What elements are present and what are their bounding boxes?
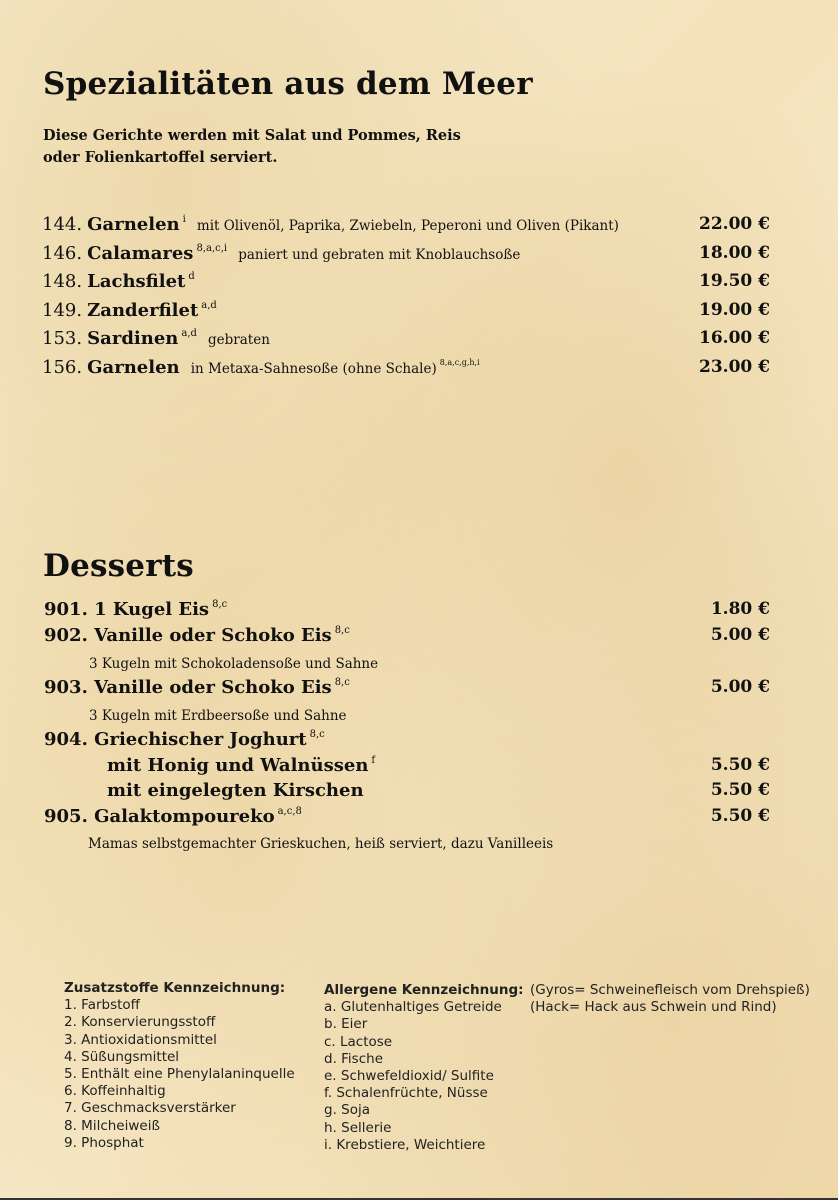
dessert-description: Mamas selbstgemachter Grieskuchen, heiß serviert, dazu Vanilleeis (88, 836, 554, 852)
menu-item-153 (42, 328, 770, 356)
seafood-intro (43, 125, 461, 169)
allergen-item: c. Lactose (324, 1033, 393, 1050)
menu-item-149 (42, 300, 770, 328)
additive-item: 3. Antioxidationsmittel (64, 1031, 217, 1048)
item-name: Zanderfilet (87, 300, 199, 321)
additives-title: Zusatzstoffe Kennzeichnung: (64, 980, 286, 996)
desserts-title: Desserts (43, 548, 194, 584)
note-hack: (Hack= Hack aus Schwein und Rind) (530, 999, 777, 1016)
item-description: gebraten (208, 332, 270, 348)
meat-notes (530, 982, 810, 1016)
item-description: paniert und gebraten mit Knoblauchsoße (238, 247, 521, 263)
dessert-item-904 (44, 729, 770, 755)
dessert-price: 5.00 € (710, 625, 770, 645)
dessert-item-905 (44, 806, 770, 832)
item-number: 156. (42, 357, 83, 378)
item-number: 148. (42, 271, 83, 292)
item-number: 149. (42, 300, 83, 321)
dessert-price: 5.50 € (710, 780, 770, 800)
dessert-name: 905. Galaktompoureko (44, 806, 275, 827)
item-price: 18.00 € (699, 243, 770, 263)
dessert-name: 903. Vanille oder Schoko Eis (44, 677, 332, 698)
item-description: mit Olivenöl, Paprika, Zwiebeln, Peperoni und Oliven (Pikant) (196, 218, 619, 234)
menu-item-146 (42, 243, 770, 271)
dessert-price: 1.80 € (710, 599, 770, 619)
additive-item: 8. Milcheiweiß (64, 1117, 160, 1134)
item-description: in Metaxa-Sahnesoße (ohne Schale) (190, 361, 437, 377)
dessert-name: 904. Griechischer Joghurt (44, 729, 307, 750)
dessert-allergens: 8,c (212, 599, 228, 610)
dessert-price: 5.50 € (710, 755, 770, 775)
additive-item: 7. Geschmacksverstärker (64, 1100, 236, 1117)
allergen-item: f. Schalenfrüchte, Nüsse (324, 1085, 488, 1102)
item-allergens: i (182, 214, 186, 225)
allergen-item: e. Schwefeldioxid/ Sulfite (324, 1068, 494, 1085)
dessert-price: 5.50 € (710, 806, 770, 826)
dessert-option-honey (44, 755, 770, 781)
allergen-item: d. Fische (324, 1050, 384, 1067)
item-name: Sardinen (87, 328, 179, 349)
allergen-item: g. Soja (324, 1102, 371, 1119)
additive-item: 4. Süßungsmittel (64, 1048, 180, 1065)
dessert-allergens: 8,c (309, 729, 325, 740)
dessert-option-name: mit eingelegten Kirschen (107, 780, 364, 801)
allergens-legend (324, 982, 524, 1154)
additive-item: 9. Phosphat (64, 1134, 144, 1151)
item-number: 153. (42, 328, 83, 349)
item-number: 144. (42, 214, 83, 235)
additive-item: 5. Enthält eine Phenylalaninquelle (64, 1066, 295, 1083)
additive-item: 1. Farbstoff (64, 997, 140, 1014)
item-name: Garnelen (87, 357, 180, 378)
seafood-title: Spezialitäten aus dem Meer (43, 66, 533, 102)
note-gyros: (Gyros= Schweinefleisch vom Drehspieß) (530, 982, 810, 998)
allergens-title: Allergene Kennzeichnung: (324, 982, 524, 998)
dessert-allergens: 8,c (334, 677, 350, 688)
dessert-description: 3 Kugeln mit Erdbeersoße und Sahne (89, 708, 347, 724)
allergen-item: a. Glutenhaltiges Getreide (324, 999, 502, 1016)
dessert-allergens: f (371, 755, 376, 766)
seafood-intro-line-1: Diese Gerichte werden mit Salat und Pommes, Reis (43, 127, 461, 144)
dessert-price: 5.00 € (710, 677, 770, 697)
allergen-item: i. Krebstiere, Weichtiere (324, 1136, 486, 1153)
allergen-item: h. Sellerie (324, 1119, 392, 1136)
seafood-intro-line-2: oder Folienkartoffel serviert. (43, 149, 278, 166)
item-price: 16.00 € (699, 328, 770, 348)
additive-item: 2. Konservierungsstoff (64, 1014, 216, 1031)
dessert-item-902 (44, 625, 770, 651)
item-price: 19.50 € (699, 271, 770, 291)
dessert-option-name: mit Honig und Walnüssen (107, 755, 369, 776)
item-allergens: a,d (181, 328, 197, 339)
dessert-item-903 (44, 677, 770, 703)
item-name: Garnelen (87, 214, 180, 235)
item-allergens: 8,a,c,g,h,i (439, 358, 480, 367)
item-allergens: 8,a,c,i (196, 243, 228, 254)
item-allergens: a,d (201, 300, 217, 311)
dessert-allergens: a,c,8 (277, 806, 302, 817)
item-price: 22.00 € (699, 214, 770, 234)
item-allergens: d (188, 271, 195, 282)
menu-item-144 (42, 214, 770, 242)
additives-legend (64, 980, 295, 1152)
dessert-item-901 (44, 599, 770, 625)
item-price: 19.00 € (699, 300, 770, 320)
dessert-name: 901. 1 Kugel Eis (44, 599, 210, 620)
item-name: Lachsfilet (87, 271, 186, 292)
item-number: 146. (42, 243, 83, 264)
item-price: 23.00 € (699, 357, 770, 377)
item-name: Calamares (87, 243, 194, 264)
dessert-option-cherries (44, 780, 770, 806)
allergen-item: b. Eier (324, 1016, 368, 1033)
dessert-description: 3 Kugeln mit Schokoladensoße und Sahne (89, 656, 379, 672)
additive-item: 6. Koffeinhaltig (64, 1083, 166, 1100)
menu-item-148 (42, 271, 770, 299)
dessert-name: 902. Vanille oder Schoko Eis (44, 625, 332, 646)
dessert-allergens: 8,c (334, 625, 350, 636)
menu-item-156 (42, 357, 770, 385)
